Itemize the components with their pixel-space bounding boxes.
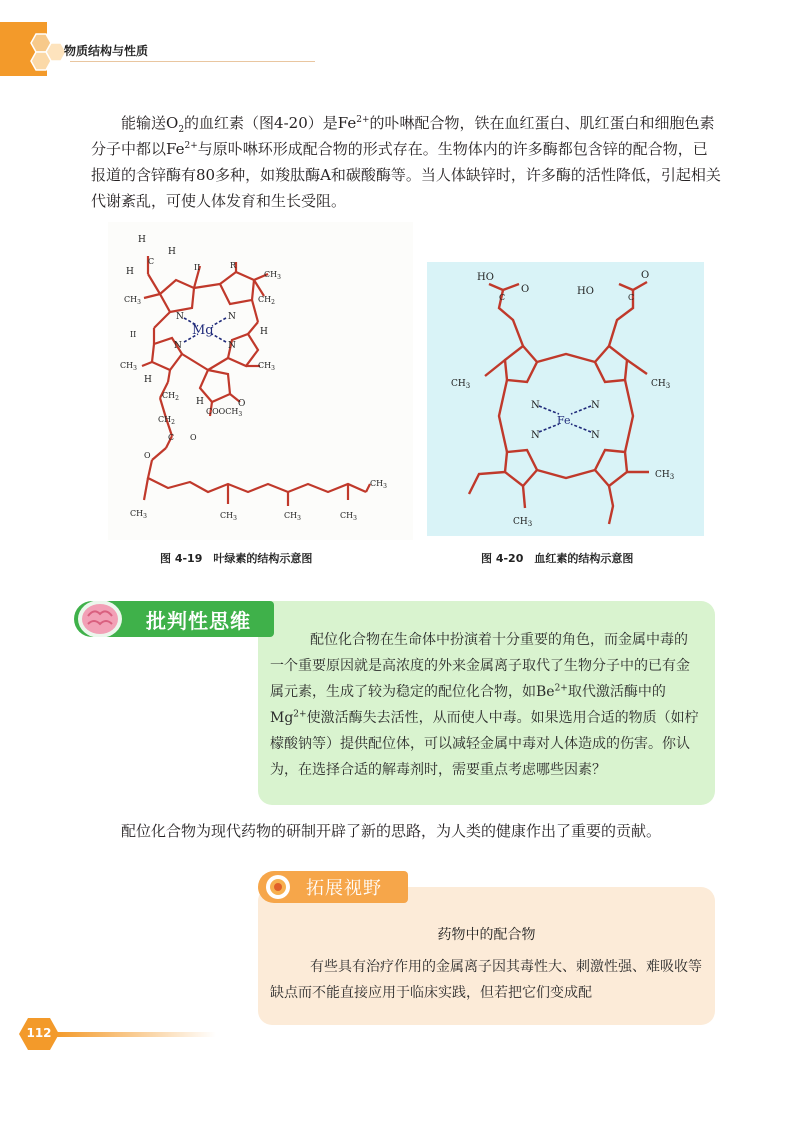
svg-text:CH3: $CH_3$ [451, 379, 471, 390]
svg-text:H: H [260, 327, 268, 337]
figure-chlorophyll [108, 222, 413, 540]
extension-title: 药物中的配合物 [437, 927, 536, 943]
svg-text:H: H [196, 397, 204, 407]
svg-text:CH3: $CH_3$ [124, 295, 141, 306]
svg-text:N: N [531, 430, 540, 441]
svg-text:N: N [228, 341, 236, 351]
svg-text:N: N [591, 430, 600, 441]
svg-text:CH3: $CH_3$ [655, 470, 675, 481]
svg-text:R: R [230, 261, 237, 270]
svg-text:O: O [521, 284, 530, 295]
svg-text:CH3: $CH_3$ [264, 270, 281, 281]
svg-text:CH3: $CH_3$ [284, 511, 301, 522]
body-paragraph-2: 配位化合物为现代药物的研制开辟了新的思路，为人类的健康作出了重要的贡献。 [121, 822, 662, 840]
svg-text:H: H [126, 267, 134, 277]
svg-text:C: C [628, 293, 635, 302]
svg-text:CH3: $CH_3$ [370, 479, 387, 490]
figure-caption-4-20: 图 4-20 血红素的结构示意图 [481, 552, 634, 565]
svg-text:H: H [168, 247, 176, 257]
brain-icon [76, 598, 124, 640]
svg-text:CH3: $CH_3$ [220, 511, 237, 522]
svg-text:H: H [138, 235, 146, 245]
page-number: 112 [26, 1026, 52, 1040]
chapter-title: 物质结构与性质 [64, 44, 149, 58]
svg-text:CH3: $CH_3$ [120, 361, 137, 372]
svg-text:N: N [531, 400, 540, 411]
svg-text:HO: HO [577, 286, 594, 297]
svg-text:Mg: Mg [192, 323, 214, 338]
svg-text:COOCH3: $COOCH_3$ [206, 407, 243, 418]
footer-rule [56, 1032, 216, 1037]
extension-label: 拓展视野 [306, 878, 382, 899]
svg-text:CH2: $CH_2$ [258, 295, 275, 306]
body-paragraph-1: 能输送$O_2$的血红素（图4-20）是$Fe^{2+}$的卟啉配合物，铁在血红蛋白、肌红蛋白和细胞色素分子中都以$Fe^{2+}$与原卟啉环形成配合物的形式存在。生物体内的许多酶都包含锌的配合物，已报道的含锌酶有80多种，如羧肽酶A和碳酸酶等。当人体缺锌时，许多酶的活性降低，引起相关代谢紊乱，可使人体发育和生长受阻。 [91, 114, 721, 210]
svg-text:CH2: $CH_2$ [162, 391, 179, 402]
svg-text:CH3: $CH_3$ [258, 361, 275, 372]
svg-text:CH3: $CH_3$ [651, 379, 671, 390]
svg-text:CH3: $CH_3$ [130, 509, 147, 520]
svg-text:N: N [176, 312, 184, 322]
figure-caption-4-19: 图 4-19 叶绿素的结构示意图 [160, 552, 313, 565]
svg-text:CH2: $CH_2$ [158, 415, 175, 426]
heme-structure-diagram [427, 262, 704, 536]
svg-text:II: II [194, 263, 201, 272]
critical-thinking-body: 配位化合物在生命体中扮演着十分重要的角色，而金属中毒的一个重要原因就是高浓度的外来金属离子取代了生物分子中的已有金属元素，生成了较为稳定的配位化合物，如$Be^{2+}$取代激活酶中的$Mg^{2+}$使激活酶失去活性，从而使人中毒。如果选用合适的物质（如柠檬酸钠等）提供配位体，可以减轻金属中毒对人体造成的伤害。你认为，在选择合适的解毒剂时，需要重点考虑哪些因素？ [270, 632, 699, 778]
svg-text:O: O [238, 399, 246, 409]
header-rule [70, 61, 315, 62]
svg-text:C: C [148, 257, 155, 266]
svg-text:C: C [499, 293, 506, 302]
svg-text:N: N [174, 341, 182, 351]
svg-text:II: II [130, 330, 137, 339]
svg-text:O: O [641, 270, 650, 281]
svg-text:Fe: Fe [557, 414, 571, 427]
svg-text:O: O [190, 433, 197, 442]
svg-text:H: H [144, 375, 152, 385]
svg-text:CH3: $CH_3$ [340, 511, 357, 522]
flower-icon [264, 874, 292, 900]
svg-text:C: C [168, 433, 175, 442]
svg-text:N: N [591, 400, 600, 411]
svg-text:O: O [144, 451, 151, 460]
svg-text:HO: HO [477, 272, 494, 283]
chlorophyll-structure-diagram [108, 222, 413, 540]
critical-thinking-label: 批判性思维 [146, 609, 251, 633]
figure-heme [427, 262, 704, 536]
svg-text:CH3: $CH_3$ [513, 517, 533, 528]
svg-text:N: N [228, 312, 236, 322]
extension-body: 有些具有治疗作用的金属离子因其毒性大、刺激性强、难吸收等缺点而不能直接应用于临床实践，但若把它们变成配 [270, 959, 702, 1001]
